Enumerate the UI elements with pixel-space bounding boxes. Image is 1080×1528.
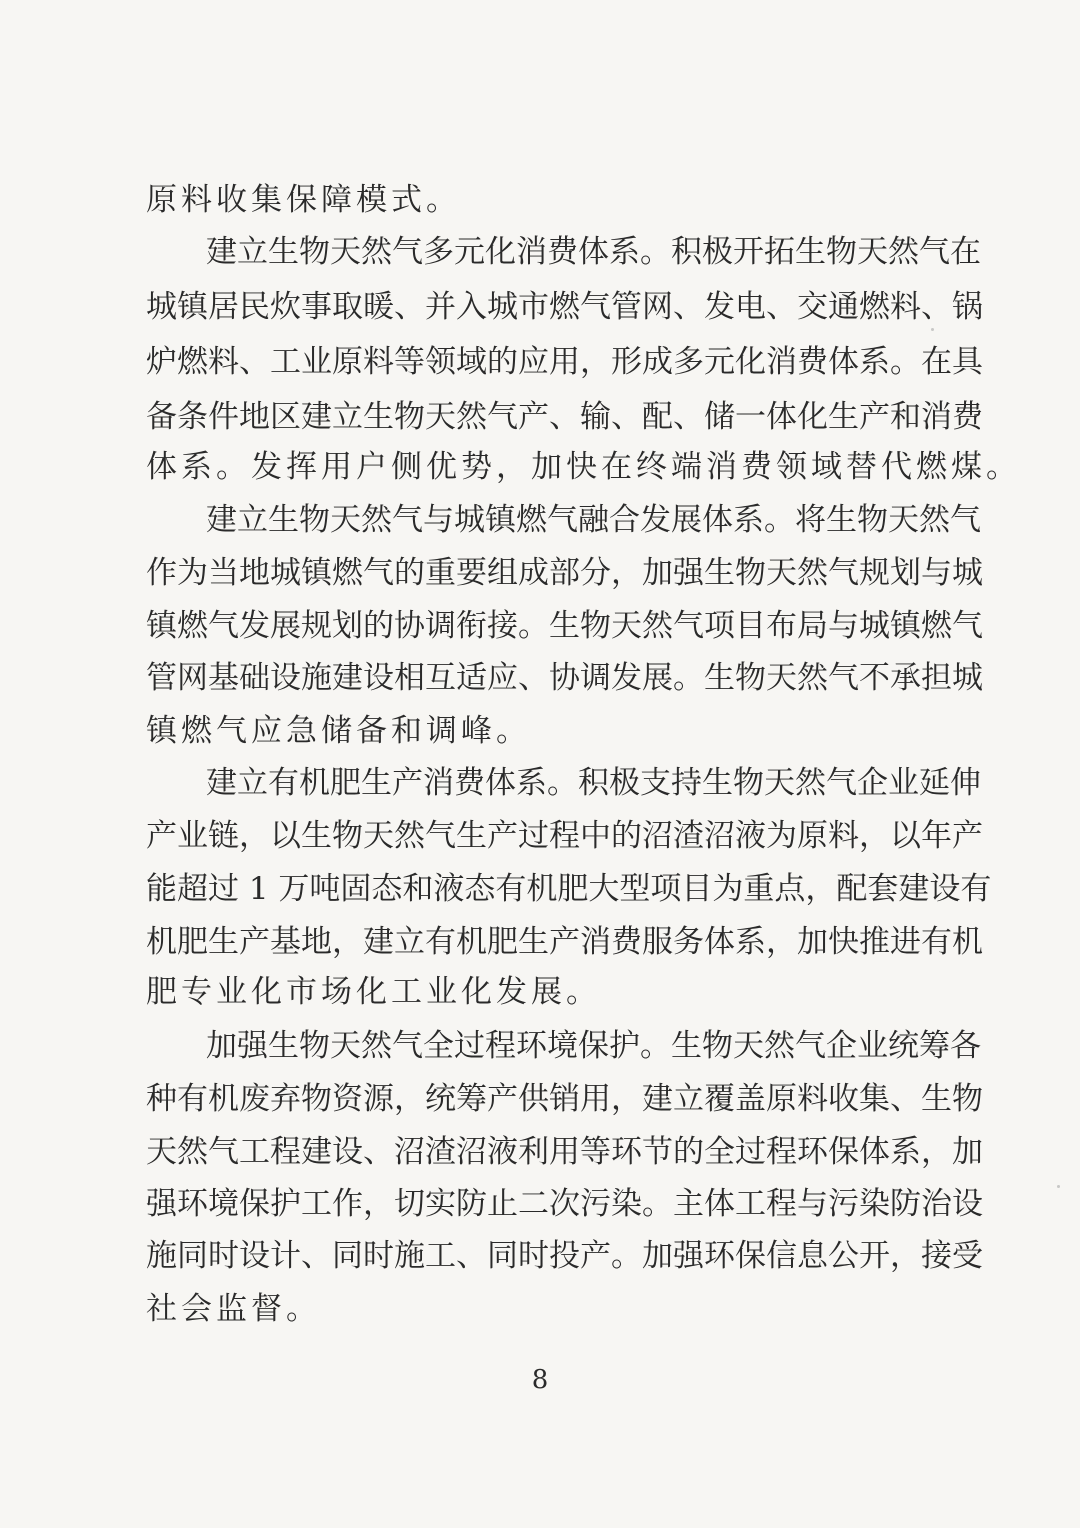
text-line: 种有机废弃物资源，统筹产供销用，建立覆盖原料收集、生物 xyxy=(146,1081,983,1117)
text-line: 施同时设计、同时施工、同时投产。加强环保信息公开，接受 xyxy=(146,1238,983,1274)
scan-speck xyxy=(1057,1185,1060,1188)
text-line: 备条件地区建立生物天然气产、输、配、储一体化生产和消费 xyxy=(146,399,983,435)
text-line: 作为当地城镇燃气的重要组成部分，加强生物天然气规划与城 xyxy=(146,555,983,591)
text-line: 体系。发挥用户侧优势，加快在终端消费领域替代燃煤。 xyxy=(146,449,1021,485)
text-line: 天然气工程建设、沼渣沼液利用等环节的全过程环保体系，加 xyxy=(146,1134,983,1170)
text-line: 管网基础设施建设相互适应、协调发展。生物天然气不承担城 xyxy=(146,660,983,696)
text-line: 炉燃料、工业原料等领域的应用，形成多元化消费体系。在具 xyxy=(146,344,983,380)
text-line: 建立生物天然气与城镇燃气融合发展体系。将生物天然气 xyxy=(206,502,981,538)
scan-speck xyxy=(931,328,934,331)
text-line: 肥专业化市场化工业化发展。 xyxy=(146,974,601,1010)
text-line: 原料收集保障模式。 xyxy=(146,182,461,218)
text-line: 产业链，以生物天然气生产过程中的沼渣沼液为原料，以年产 xyxy=(146,818,983,854)
text-line: 社会监督。 xyxy=(146,1291,321,1327)
text-line: 镇燃气应急储备和调峰。 xyxy=(146,713,531,749)
text-line: 镇燃气发展规划的协调衔接。生物天然气项目布局与城镇燃气 xyxy=(146,608,983,644)
text-line: 加强生物天然气全过程环境保护。生物天然气企业统筹各 xyxy=(206,1028,981,1064)
text-line: 能超过 1 万吨固态和液态有机肥大型项目为重点，配套建设有 xyxy=(146,871,992,907)
page-number: 8 xyxy=(531,1365,549,1395)
text-line: 建立有机肥生产消费体系。积极支持生物天然气企业延伸 xyxy=(206,765,981,801)
text-line: 建立生物天然气多元化消费体系。积极开拓生物天然气在 xyxy=(206,234,981,270)
text-line: 强环境保护工作，切实防止二次污染。主体工程与污染防治设 xyxy=(146,1186,983,1222)
text-line: 城镇居民炊事取暖、并入城市燃气管网、发电、交通燃料、锅 xyxy=(146,289,983,325)
text-line: 机肥生产基地，建立有机肥生产消费服务体系，加快推进有机 xyxy=(146,924,983,960)
